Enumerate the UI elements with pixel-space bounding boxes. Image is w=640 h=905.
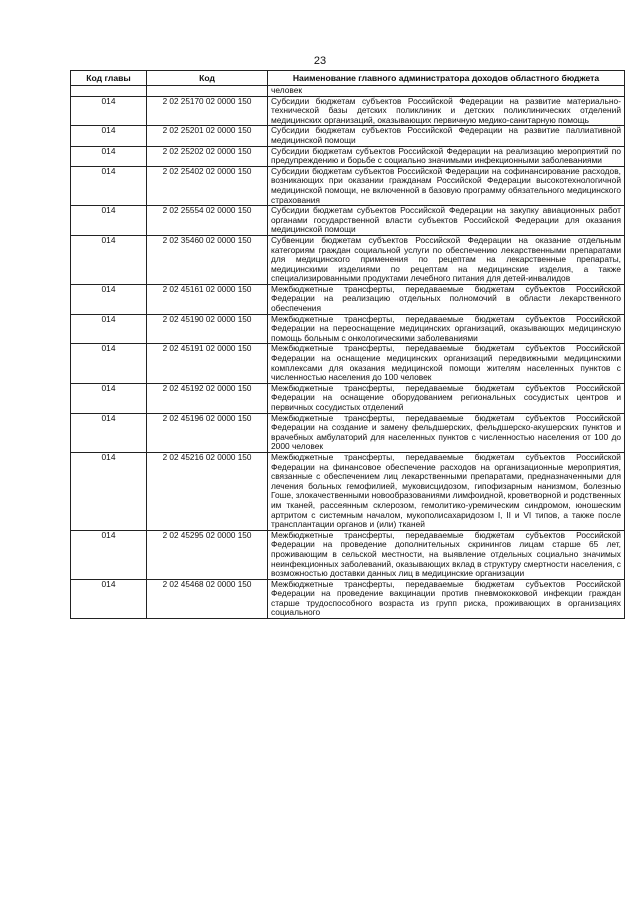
chapter-code-cell: 014: [71, 235, 147, 284]
page-number: 23: [313, 55, 327, 67]
chapter-code-cell: 014: [71, 344, 147, 383]
administrator-name-cell: Межбюджетные трансферты, передаваемые бюджетам субъектов Российской Федерации на реализацию отдельных полномочий в области лекарственного обеспечения: [268, 284, 625, 314]
budget-code-cell: 2 02 25201 02 0000 150: [147, 126, 268, 146]
administrator-name-cell: Субсидии бюджетам субъектов Российской Федерации на закупку авиационных работ органами государственной власти субъектов Российской Федерации для оказания медицинской помощи: [268, 206, 625, 236]
chapter-code-cell: 014: [71, 579, 147, 618]
table-row: [71, 579, 625, 618]
chapter-code-cell: 014: [71, 413, 147, 452]
budget-code-cell: 2 02 45468 02 0000 150: [147, 579, 268, 618]
administrator-name-cell: Субсидии бюджетам субъектов Российской Федерации на софинансирование расходов, возникающих при оказании гражданам Российской Федерации высокотехнологичной медицинской помощи, не включенной в базовую программу обязательного медицинского страхования: [268, 166, 625, 205]
administrator-name-cell: Межбюджетные трансферты, передаваемые бюджетам субъектов Российской Федерации на финансовое обеспечение расходов на организационные мероприятия, связанные с обеспечением лиц лекарственными препаратами, предназначенными для лечения больных гемофилией, муковисцидозом, гипофизарным нанизмом, болезнью Гоше, злокачественными новообразованиями лимфоидной, кроветворной и родственных им тканей, рассеянным склерозом, гемолитико-уремическим синдромом, юношеским артритом с системным началом, мукополисахаридозом I, II и VI типов, а также после трансплантации органов и (или) тканей: [268, 452, 625, 530]
chapter-code-cell: 014: [71, 96, 147, 126]
table-header: [71, 71, 625, 86]
budget-code-cell: 2 02 35460 02 0000 150: [147, 235, 268, 284]
chapter-code-cell: 014: [71, 206, 147, 236]
table-row: [71, 284, 625, 314]
table-body: [71, 86, 625, 619]
budget-code-cell: 2 02 45161 02 0000 150: [147, 284, 268, 314]
table-row: [71, 383, 625, 413]
administrator-name-cell: Межбюджетные трансферты, передаваемые бюджетам субъектов Российской Федерации на оснащение оборудованием региональных сосудистых центров и первичных сосудистых отделений: [268, 383, 625, 413]
table-row: [71, 126, 625, 146]
chapter-code-cell: 014: [71, 452, 147, 530]
continuation-row: [71, 86, 625, 97]
budget-code-cell: 2 02 25170 02 0000 150: [147, 96, 268, 126]
table-row: [71, 314, 625, 344]
table-row: [71, 530, 625, 579]
table-row: [71, 452, 625, 530]
administrator-name-cell: Межбюджетные трансферты, передаваемые бюджетам субъектов Российской Федерации на создание и замену фельдшерских, фельдшерско-акушерских пунктов и врачебных амбулаторий для населенных пунктов с численностью населения от 100 до 2000 человек: [268, 413, 625, 452]
budget-code-cell: 2 02 45216 02 0000 150: [147, 452, 268, 530]
table-row: [71, 166, 625, 205]
budget-code-cell: 2 02 25402 02 0000 150: [147, 166, 268, 205]
budget-code-cell: 2 02 25554 02 0000 150: [147, 206, 268, 236]
budget-code-cell: 2 02 25202 02 0000 150: [147, 146, 268, 166]
table-row: [71, 146, 625, 166]
chapter-code-cell: 014: [71, 383, 147, 413]
chapter-code-cell: 014: [71, 126, 147, 146]
table-row: [71, 206, 625, 236]
administrator-name-cell: Субсидии бюджетам субъектов Российской Федерации на развитие материально-технической базы детских поликлиник и детских поликлинических отделений медицинских организаций, оказывающих первичную медико-санитарную помощь: [268, 96, 625, 126]
header-code: Код: [147, 71, 268, 86]
administrator-name-cell: Субсидии бюджетам субъектов Российской Федерации на развитие паллиативной медицинской помощи: [268, 126, 625, 146]
table-row: [71, 235, 625, 284]
administrator-name-cell: Субсидии бюджетам субъектов Российской Федерации на реализацию мероприятий по предупреждению и борьбе с социально значимыми инфекционными заболеваниями: [268, 146, 625, 166]
budget-code-cell: 2 02 45295 02 0000 150: [147, 530, 268, 579]
chapter-code-cell: 014: [71, 284, 147, 314]
table-row: [71, 344, 625, 383]
table-row: [71, 413, 625, 452]
header-name: Наименование главного администратора доходов областного бюджета: [268, 71, 625, 86]
budget-code-cell: 2 02 45192 02 0000 150: [147, 383, 268, 413]
chapter-code-cell: 014: [71, 314, 147, 344]
administrator-name-cell: Межбюджетные трансферты, передаваемые бюджетам субъектов Российской Федерации на переоснащение медицинских организаций, оказывающих медицинскую помощь больным с онкологическими заболеваниями: [268, 314, 625, 344]
budget-code-cell: 2 02 45196 02 0000 150: [147, 413, 268, 452]
administrator-name-cell: Межбюджетные трансферты, передаваемые бюджетам субъектов Российской Федерации на проведение дополнительных скринингов лицам старше 65 лет, проживающим в сельской местности, на выявление отдельных социально значимых неинфекционных заболеваний, оказывающих вклад в структуру смертности населения, с возможностью доставки данных лиц в медицинские организации: [268, 530, 625, 579]
administrator-name-cell: Субвенции бюджетам субъектов Российской Федерации на оказание отдельным категориям граждан социальной услуги по обеспечению лекарственными препаратами для медицинского применения по рецептам на лекарственные препараты, медицинскими изделиями по рецептам на медицинские изделия, а также специализированными продуктами лечебного питания для детей-инвалидов: [268, 235, 625, 284]
continuation-text: человек: [268, 86, 625, 97]
chapter-code-cell: 014: [71, 530, 147, 579]
revenue-administrators-table: [70, 70, 625, 619]
budget-code-cell: 2 02 45191 02 0000 150: [147, 344, 268, 383]
header-chapter-code: Код главы: [71, 71, 147, 86]
budget-code-cell: 2 02 45190 02 0000 150: [147, 314, 268, 344]
administrator-name-cell: Межбюджетные трансферты, передаваемые бюджетам субъектов Российской Федерации на проведение вакцинации против пневмококковой инфекции граждан старше трудоспособного возраста из групп риска, проживающих в организациях социального: [268, 579, 625, 618]
chapter-code-cell: 014: [71, 166, 147, 205]
table-row: [71, 96, 625, 126]
administrator-name-cell: Межбюджетные трансферты, передаваемые бюджетам субъектов Российской Федерации на оснащение медицинских организаций передвижными медицинскими комплексами для оказания медицинской помощи жителям населенных пунктов с численностью населения до 100 человек: [268, 344, 625, 383]
chapter-code-cell: 014: [71, 146, 147, 166]
